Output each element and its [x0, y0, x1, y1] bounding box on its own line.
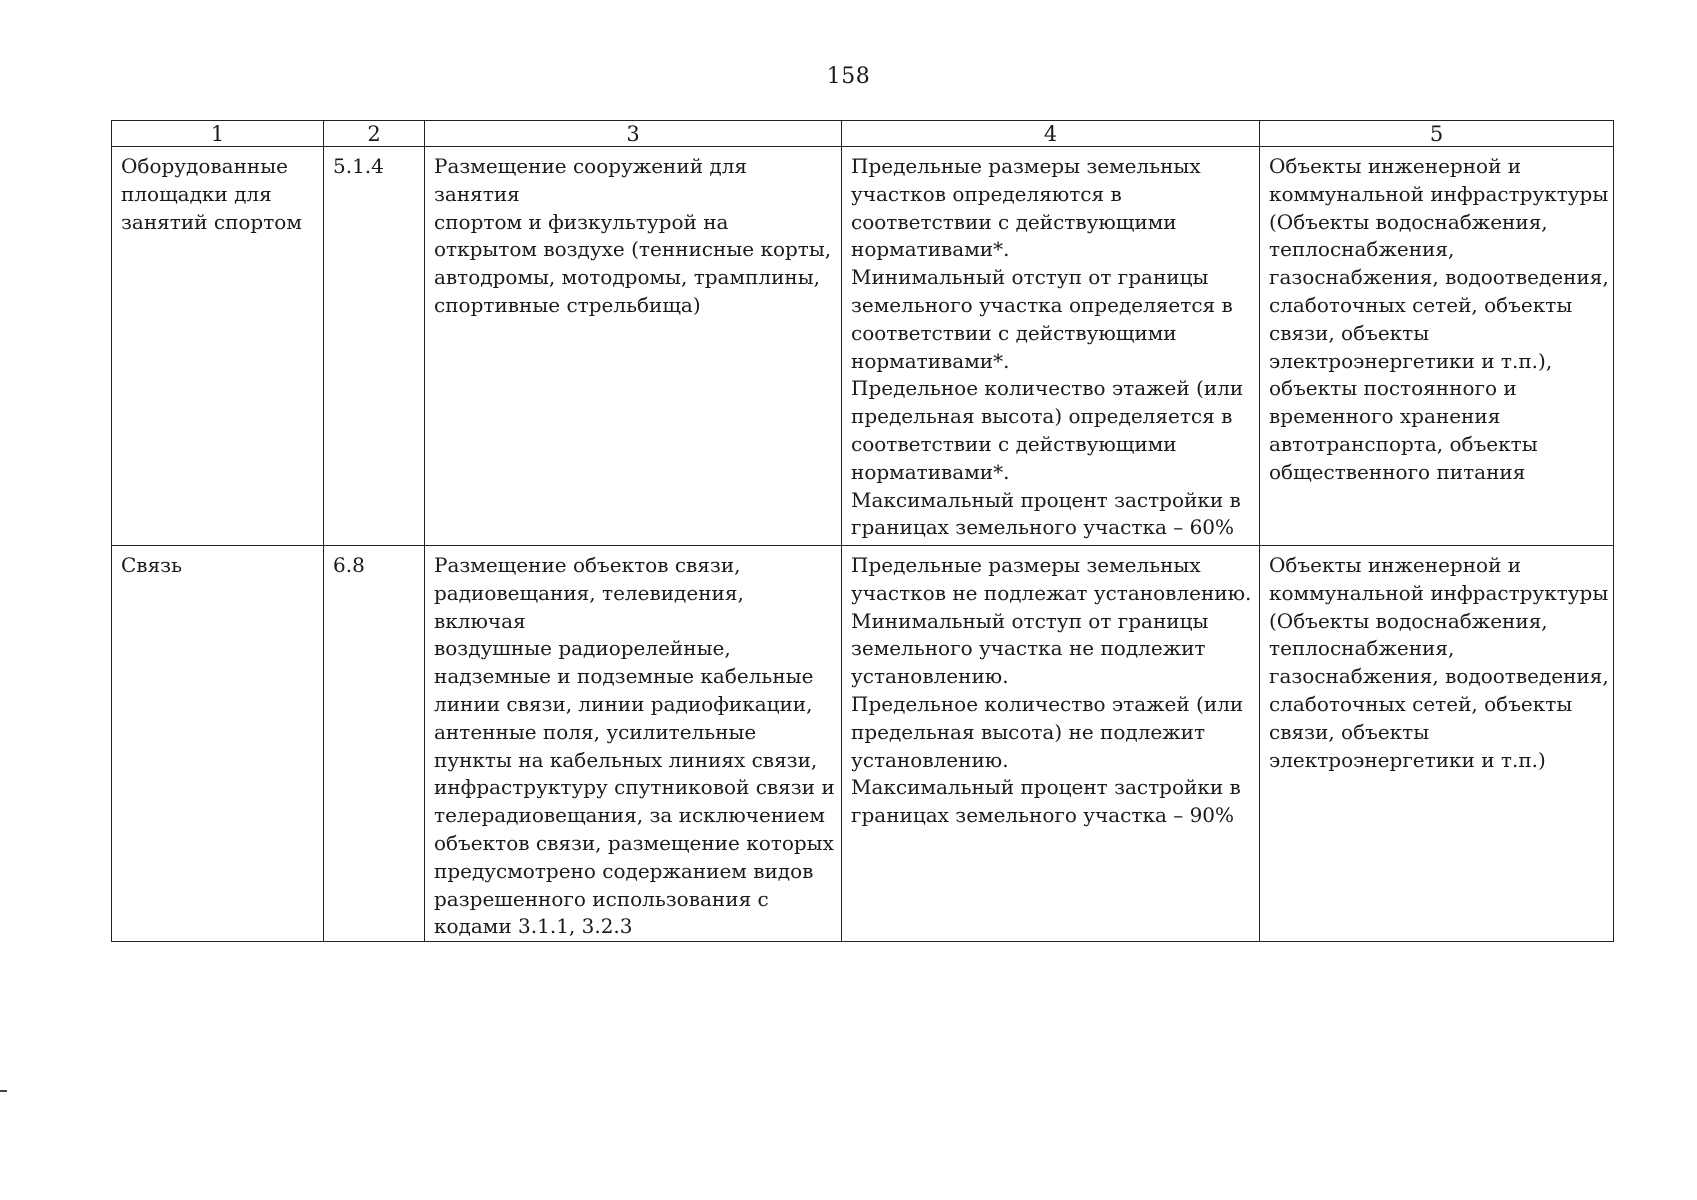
use-type-name-cell: Связь: [112, 546, 324, 942]
auxiliary-uses-cell: Объекты инженерной и коммунальной инфраструктуры (Объекты водоснабжения, теплоснабжения, газоснабжения, водоотведения, слаботочных сетей, объекты связи, объекты электроэнергетики и т.п.), объекты постоянного и временного хранения автотранспорта, объекты общественного питания: [1260, 147, 1614, 546]
column-header-1: 1: [112, 121, 324, 147]
building-parameters-cell: Предельные размеры земельных участков не подлежат установлению. Минимальный отступ от границы земельного участка не подлежит установлению. Предельное количество этажей (или предельная высота) не подлежит установлению. Максимальный процент застройки в границах земельного участка – 90%: [842, 546, 1260, 942]
column-header-4: 4: [842, 121, 1260, 147]
auxiliary-uses-cell: Объекты инженерной и коммунальной инфраструктуры (Объекты водоснабжения, теплоснабжения, газоснабжения, водоотведения, слаботочных сетей, объекты связи, объекты электроэнергетики и т.п.): [1260, 546, 1614, 942]
table-header-row: [112, 121, 1614, 147]
use-type-code-cell: 6.8: [324, 546, 425, 942]
column-header-5: 5: [1260, 121, 1614, 147]
use-description-cell: Размещение объектов связи, радиовещания, телевидения, включая воздушные радиорелейные, надземные и подземные кабельные линии связи, линии радиофикации, антенные поля, усилительные пункты на кабельных линиях связи, инфраструктуру спутниковой связи и телерадиовещания, за исключением объектов связи, размещение которых предусмотрено содержанием видов разрешенного использования с кодами 3.1.1, 3.2.3: [425, 546, 842, 942]
scan-margin-mark: [0, 1090, 7, 1092]
use-description-cell: Размещение сооружений для занятия спортом и физкультурой на открытом воздухе (теннисные корты, автодромы, мотодромы, трамплины, спортивные стрельбища): [425, 147, 842, 546]
page-number: 158: [826, 64, 871, 89]
column-header-3: 3: [425, 121, 842, 147]
building-parameters-cell: Предельные размеры земельных участков определяются в соответствии с действующими нормативами*. Минимальный отступ от границы земельного участка определяется в соответствии с действующими нормативами*. Предельное количество этажей (или предельная высота) определяется в соответствии с действующими нормативами*. Максимальный процент застройки в границах земельного участка – 60%: [842, 147, 1260, 546]
column-header-2: 2: [324, 121, 425, 147]
table-row: [112, 147, 1614, 546]
use-type-name-cell: Оборудованные площадки для занятий спортом: [112, 147, 324, 546]
land-use-table: [111, 120, 1614, 942]
table-row: [112, 546, 1614, 942]
use-type-code-cell: 5.1.4: [324, 147, 425, 546]
